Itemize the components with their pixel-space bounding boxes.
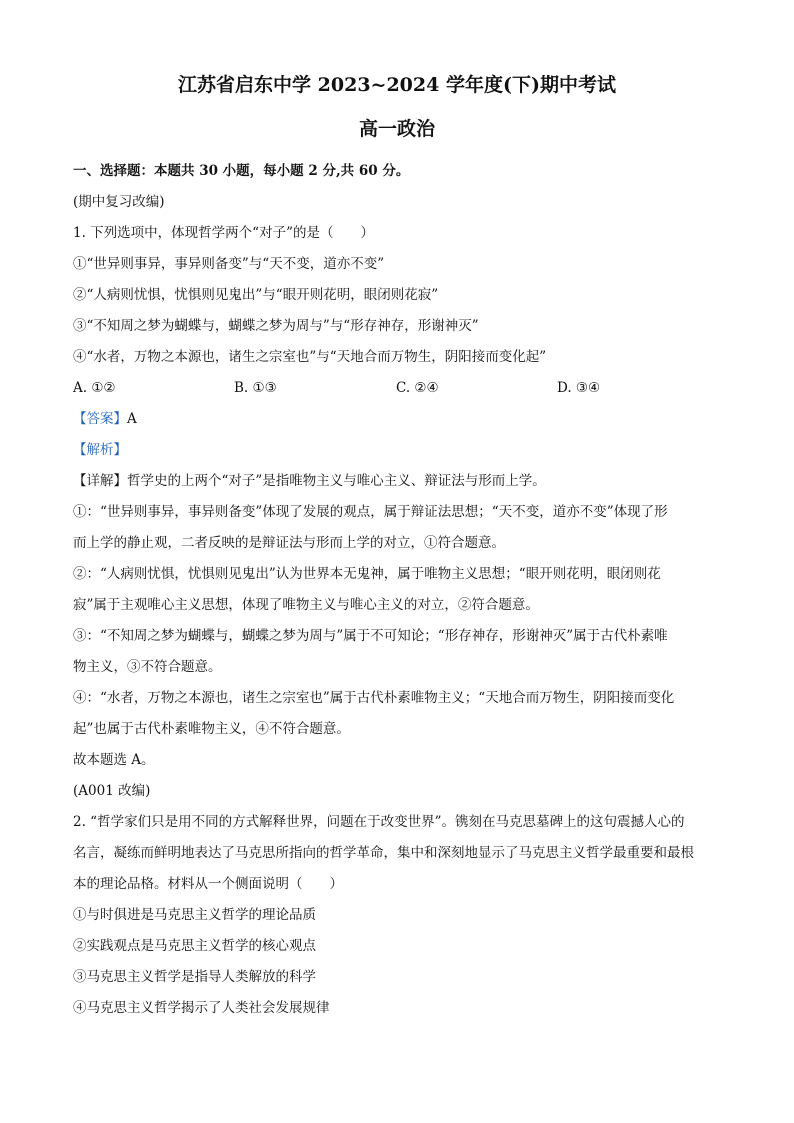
q2-item-2: ②实践观点是马克思主义哲学的核心观点 (73, 938, 316, 954)
page-title: 江苏省启东中学 2023~2024 学年度(下)期中考试 (178, 74, 616, 96)
q2-source: (A001 改编) (73, 783, 151, 799)
q1-stem: 1. 下列选项中，体现哲学两个“对子”的是（ ） (73, 225, 374, 241)
answer-tag: 【答案】 (73, 411, 127, 427)
q1-option-c: C. ②④ (396, 380, 439, 396)
answer-value: A (127, 411, 137, 427)
q1-explain-line-4: 寂”属于主观唯心主义思想，体现了唯物主义与唯心主义的对立，②符合题意。 (73, 597, 539, 613)
q1-item-3: ③“不知周之梦为蝴蝶与，蝴蝶之梦为周与”与“形存神存，形谢神灭” (73, 318, 479, 334)
q1-explain-line-6: 物主义，③不符合题意。 (73, 659, 222, 675)
q2-item-3: ③马克思主义哲学是指导人类解放的科学 (73, 969, 316, 985)
q1-option-d: D. ③④ (557, 380, 601, 396)
q1-explain-line-7: ④：“水者，万物之本源也，诸生之宗室也”属于古代朴素唯物主义；“天地合而万物生，阴阳接而变化 (73, 690, 675, 706)
section-heading: 一、选择题：本题共 30 小题，每小题 2 分,共 60 分。 (73, 163, 410, 179)
q1-answer (73, 409, 723, 429)
q2-stem-line-3: 本的理论品格。材料从一个侧面说明（ ） (73, 876, 343, 892)
q1-item-2: ②“人病则忧惧，忧惧则见鬼出”与“眼开则花明，眼闭则花寂” (73, 287, 439, 303)
q1-analysis-heading (73, 440, 723, 460)
q1-explain-line-1: ①：“世异则事异，事异则备变”体现了发展的观点，属于辩证法思想；“天不变，道亦不变”体现了形 (73, 504, 668, 520)
q1-item-4: ④“水者，万物之本源也，诸生之宗室也”与“天地合而万物生，阴阳接而变化起” (73, 349, 547, 365)
q1-item-1: ①“世异则事异，事异则备变”与“天不变，道亦不变” (73, 256, 385, 272)
analysis-tag: 【解析】 (73, 442, 127, 458)
q1-explain-line-2: 而上学的静止观，二者反映的是辩证法与形而上学的对立，①符合题意。 (73, 535, 505, 551)
q1-source: (期中复习改编) (73, 194, 165, 210)
q2-item-4: ④马克思主义哲学揭示了人类社会发展规律 (73, 1000, 330, 1016)
q2-item-1: ①与时俱进是马克思主义哲学的理论品质 (73, 907, 316, 923)
q1-explain-line-3: ②：“人病则忧惧，忧惧则见鬼出”认为世界本无鬼神，属于唯物主义思想；“眼开则花明，眼闭则花 (73, 566, 661, 582)
q2-stem-line-2: 名言，凝练而鲜明地表达了马克思所指向的哲学革命，集中和深刻地显示了马克思主义哲学最重要和最根 (73, 845, 694, 861)
q1-option-a: A. ①② (73, 380, 116, 396)
q1-conclusion: 故本题选 A。 (73, 752, 155, 768)
q1-explain-line-8: 起”也属于古代朴素唯物主义，④不符合题意。 (73, 721, 350, 737)
q1-explain-line-5: ③：“不知周之梦为蝴蝶与，蝴蝶之梦为周与”属于不可知论；“形存神存，形谢神灭”属于古代朴素唯 (73, 628, 668, 644)
q2-stem-line-1: 2. “哲学家们只是用不同的方式解释世界，问题在于改变世界”。镌刻在马克思墓碑上的这句震撼人心的 (73, 814, 685, 830)
page-subtitle: 高一政治 (358, 118, 435, 140)
detail-text: 哲学史的上两个“对子”是指唯物主义与唯心主义、辩证法与形而上学。 (127, 473, 546, 489)
detail-tag: 【详解】 (73, 473, 127, 489)
q1-detail (73, 471, 723, 491)
q1-option-b: B. ①③ (234, 380, 277, 396)
